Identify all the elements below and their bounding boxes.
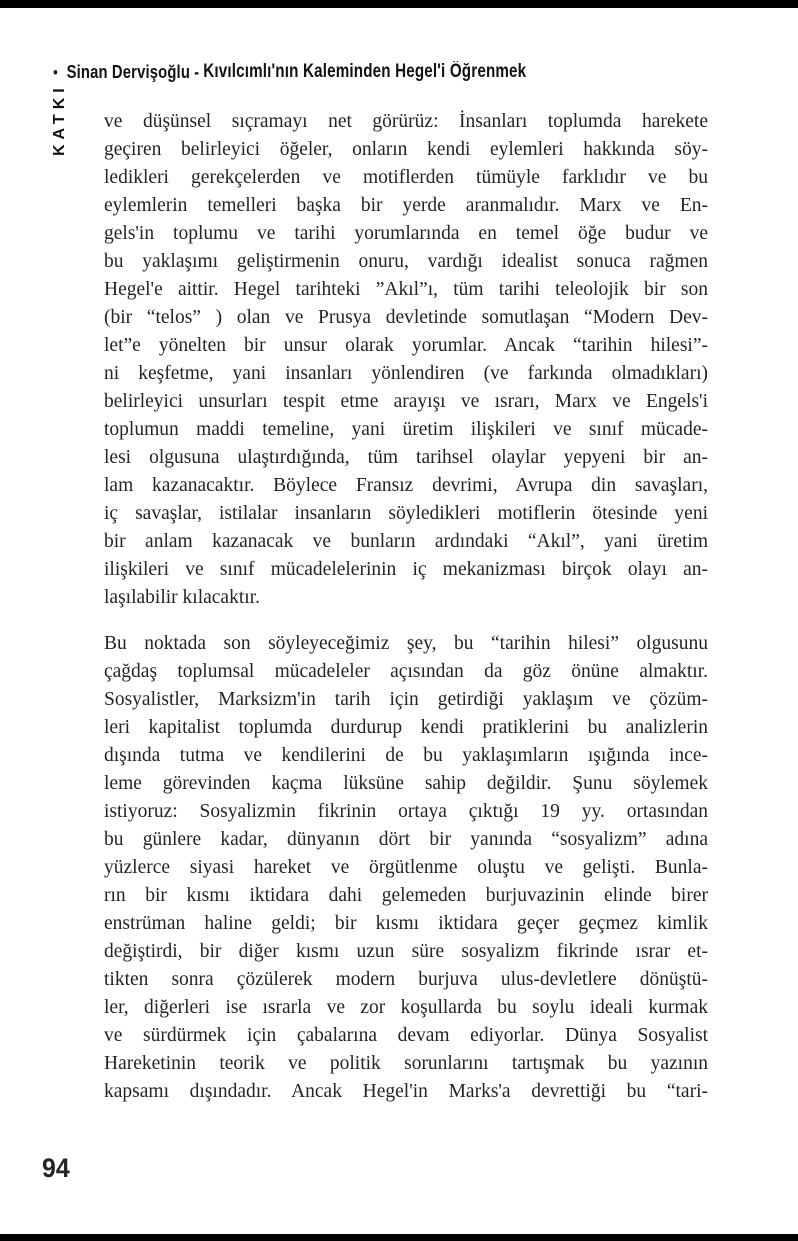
text-line: Hegel'e aittir. Hegel tarihteki ”Akıl”ı, tüm tarihi teleolojik bir son (104, 279, 708, 300)
text-line: Bu noktada son söyleyeceğimiz şey, bu “tarihin hilesi” olgusunu (104, 633, 708, 654)
text-line: lam kazanacaktır. Böylece Fransız devrimi, Avrupa din savaşları, (104, 475, 708, 496)
text-line: iç savaşlar, istilalar insanların söyledikleri motiflerin ötesinde yeni (104, 503, 708, 524)
text-line: çağdaş toplumsal mücadeleler açısından da göz önüne almaktır. (104, 661, 708, 682)
text-line: let”e yönelten bir unsur olarak yorumlar. Ancak “tarihin hilesi”- (104, 335, 708, 356)
running-header (53, 61, 526, 83)
text-line: ilişkileri ve sınıf mücadelelerinin iç mekanizması birçok olayı an- (104, 559, 708, 580)
text-line: istiyoruz: Sosyalizmin fikrinin ortaya çıktığı 19 yy. ortasından (104, 801, 708, 822)
body-paragraph-1 (104, 108, 708, 612)
text-line: geçiren belirleyici öğeler, onların kendi eylemleri hakkında söy- (104, 139, 708, 160)
header-separator: - (190, 61, 204, 82)
text-line: yüzlerce siyasi hareket ve örgütlenme oluştu ve gelişti. Bunla- (104, 857, 708, 878)
text-line: ler, diğerleri ise ısrarla ve zor koşullarda bu soylu ideali kurmak (104, 997, 708, 1018)
body-paragraph-2 (104, 630, 708, 1106)
text-line: laşılabilir kılacaktır. (104, 587, 260, 608)
text-line: değiştirdi, bir diğer kısmı uzun süre sosyalizm fikrinde ısrar et- (104, 941, 708, 962)
text-line: ledikleri gerekçelerden ve motiflerden tümüyle farklıdır ve bu (104, 167, 708, 188)
top-edge-bar (0, 0, 798, 8)
text-line: (bir “telos” ) olan ve Prusya devletinde somutlaşan “Modern Dev- (104, 307, 708, 328)
text-line: toplumun maddi temeline, yani üretim ilişkileri ve sınıf mücade- (104, 419, 708, 440)
text-line: bu yaklaşımı geliştirmenin onuru, vardığı idealist sonuca rağmen (104, 251, 708, 272)
page-number: 94 (42, 1153, 70, 1183)
text-line: Hareketinin teorik ve politik sorunlarını tartışmak bu yazının (104, 1053, 708, 1074)
text-line: gels'in toplumu ve tarihi yorumlarında en temel öğe budur ve (104, 223, 708, 244)
text-line: enstrüman haline geldi; bir kısmı iktidara geçer geçmez kimlik (104, 913, 708, 934)
header-author: Sinan Dervişoğlu (66, 61, 191, 82)
text-line: kapsamı dışındadır. Ancak Hegel'in Marks'a devrettiği bu “tari- (104, 1081, 708, 1102)
text-line: leme görevinden kaçma lüksüne sahip değildir. Şunu söylemek (104, 773, 708, 794)
text-line: tikten sonra çözülerek modern burjuva ulus-devletlere dönüştü- (104, 969, 708, 990)
text-line: rın bir kısmı iktidara dahi gelemeden burjuvazinin elinde birer (104, 885, 708, 906)
text-line: ve sürdürmek için çabalarına devam ediyorlar. Dünya Sosyalist (104, 1025, 708, 1046)
text-line: bu günlere kadar, dünyanın dört bir yanında “sosyalizm” adına (104, 829, 708, 850)
bottom-edge-bar (0, 1234, 798, 1241)
text-line: ve düşünsel sıçramayı net görürüz: İnsanları toplumda harekete (104, 111, 708, 132)
text-line: dışında tutma ve kendilerini de bu yaklaşımların ışığında ince- (104, 745, 708, 766)
text-line: belirleyici unsurları tespit etme arayışı ve ısrarı, Marx ve Engels'i (104, 391, 708, 412)
header-chapter-title: Kıvılcımlı'nın Kaleminden Hegel'i Öğrenmek (203, 61, 527, 82)
text-line: leri kapitalist toplumda durdurup kendi pratiklerini bu analizlerin (104, 717, 708, 738)
text-line: ni keşfetme, yani insanları yönlendiren (ve farkında olmadıkları) (104, 363, 708, 384)
header-bullet-icon: • (53, 62, 58, 82)
side-label-katki: KATKI (51, 83, 68, 156)
text-line: eylemlerin temelleri başka bir yerde aranmalıdır. Marx ve En- (104, 195, 708, 216)
text-line: Sosyalistler, Marksizm'in tarih için getirdiği yaklaşım ve çözüm- (104, 689, 708, 710)
text-line: bir anlam kazanacak ve bunların ardındaki “Akıl”, yani üretim (104, 531, 708, 552)
text-line: lesi olgusuna ulaştırdığında, tüm tarihsel olaylar yepyeni bir an- (104, 447, 708, 468)
